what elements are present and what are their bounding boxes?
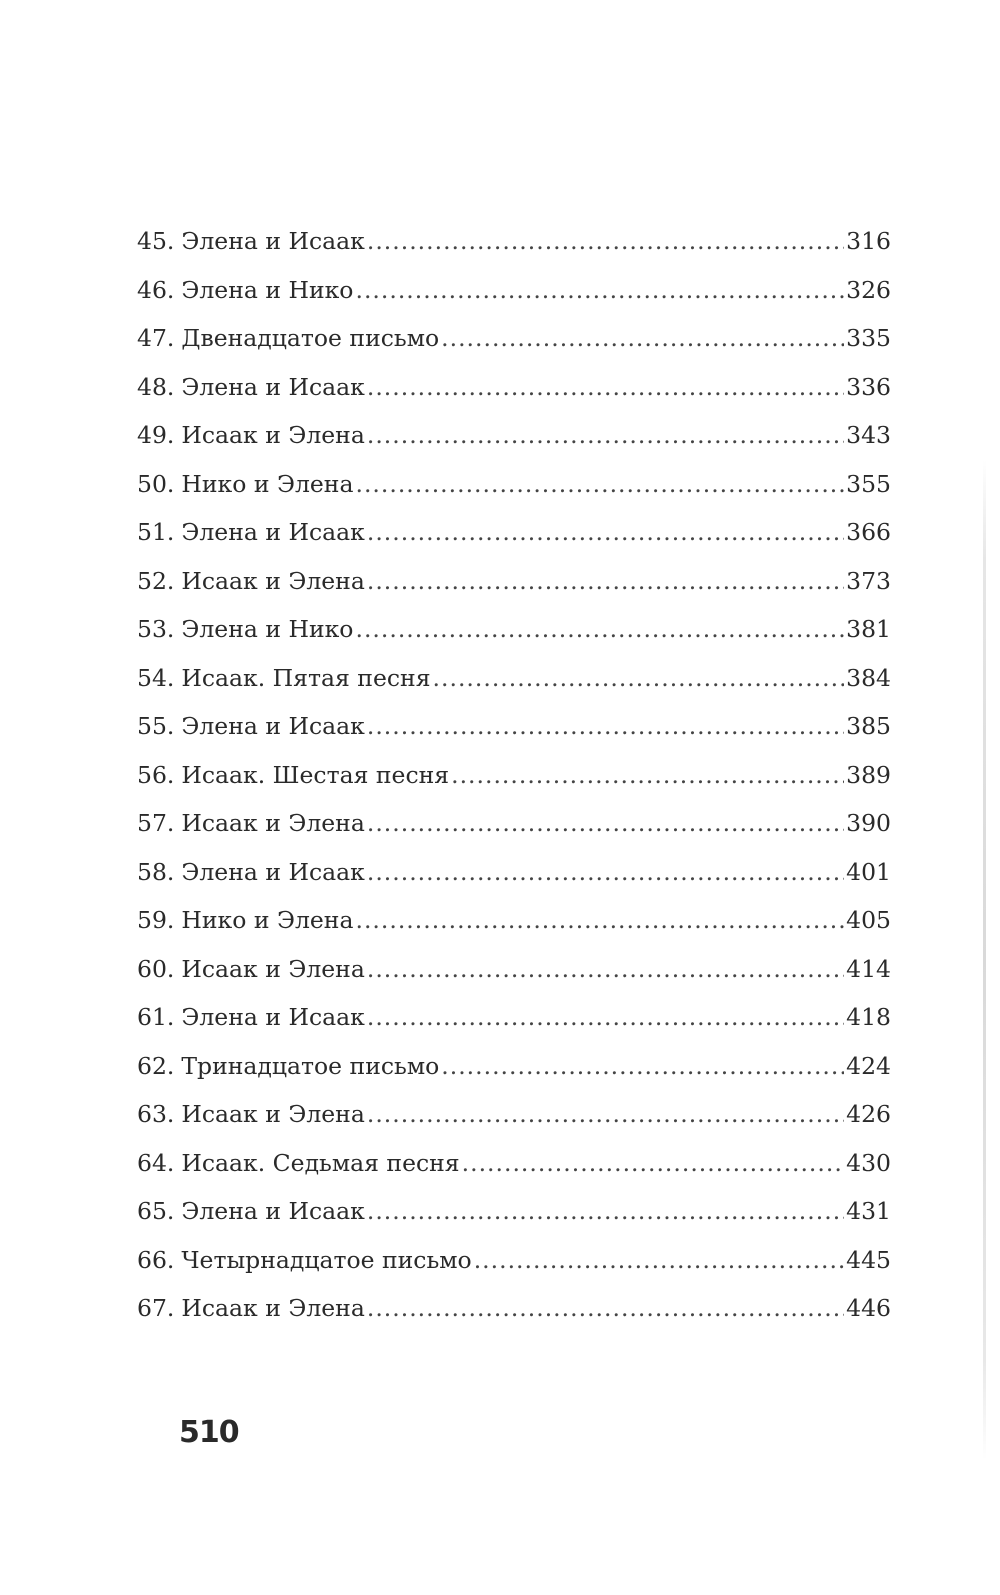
dot-leader bbox=[355, 605, 844, 654]
chapter-number: 65. bbox=[137, 1197, 175, 1225]
chapter-page-number: 343 bbox=[846, 421, 891, 449]
chapter-title: Элена и Исаак bbox=[181, 857, 365, 886]
chapter-title: Элена и Исаак bbox=[181, 372, 365, 401]
chapter-title: Исаак. Шестая песня bbox=[181, 760, 450, 789]
dot-leader bbox=[367, 557, 844, 606]
toc-entry bbox=[137, 702, 891, 751]
toc-entry bbox=[137, 1236, 891, 1285]
chapter-number: 45. bbox=[137, 227, 175, 255]
toc-entry bbox=[137, 411, 891, 460]
chapter-page-number: 355 bbox=[846, 469, 891, 498]
chapter-page-number: 418 bbox=[846, 1003, 891, 1031]
chapter-page-number: 414 bbox=[846, 954, 891, 983]
chapter-title: Двенадцатое письмо bbox=[181, 324, 440, 352]
dot-leader bbox=[355, 460, 844, 509]
toc-entry bbox=[137, 1187, 891, 1236]
chapter-number: 56. bbox=[137, 760, 175, 789]
chapter-number: 51. bbox=[137, 518, 175, 546]
chapter-title: Тринадцатое письмо bbox=[181, 1051, 440, 1080]
chapter-number: 66. bbox=[137, 1245, 175, 1274]
chapter-title: Четырнадцатое письмо bbox=[181, 1245, 472, 1274]
chapter-page-number: 390 bbox=[846, 809, 891, 837]
dot-leader bbox=[367, 1284, 844, 1333]
chapter-number: 58. bbox=[137, 857, 175, 886]
toc-entry bbox=[137, 751, 891, 800]
chapter-page-number: 385 bbox=[846, 712, 891, 740]
chapter-number: 54. bbox=[137, 663, 175, 692]
chapter-page-number: 326 bbox=[846, 275, 891, 304]
table-of-contents bbox=[137, 217, 891, 1333]
chapter-page-number: 389 bbox=[846, 760, 891, 789]
chapter-page-number: 445 bbox=[846, 1245, 891, 1274]
toc-entry bbox=[137, 848, 891, 897]
toc-entry bbox=[137, 654, 891, 703]
toc-entry bbox=[137, 314, 891, 363]
toc-entry bbox=[137, 557, 891, 606]
toc-entry bbox=[137, 799, 891, 848]
dot-leader bbox=[367, 363, 844, 412]
dot-leader bbox=[367, 1187, 844, 1236]
chapter-number: 48. bbox=[137, 372, 175, 401]
chapter-title: Элена и Исаак bbox=[181, 1197, 365, 1225]
dot-leader bbox=[462, 1139, 845, 1188]
chapter-title: Исаак и Элена bbox=[181, 1294, 365, 1322]
chapter-page-number: 431 bbox=[846, 1197, 891, 1225]
chapter-page-number: 424 bbox=[846, 1051, 891, 1080]
chapter-page-number: 426 bbox=[846, 1100, 891, 1128]
chapter-number: 64. bbox=[137, 1148, 175, 1177]
toc-entry bbox=[137, 993, 891, 1042]
chapter-number: 52. bbox=[137, 566, 175, 595]
toc-entry bbox=[137, 896, 891, 945]
dot-leader bbox=[367, 848, 844, 897]
dot-leader bbox=[367, 993, 844, 1042]
chapter-title: Элена и Нико bbox=[181, 275, 354, 304]
toc-entry bbox=[137, 266, 891, 315]
chapter-number: 59. bbox=[137, 906, 175, 934]
dot-leader bbox=[451, 751, 844, 800]
chapter-page-number: 446 bbox=[846, 1294, 891, 1322]
chapter-number: 49. bbox=[137, 421, 175, 449]
chapter-number: 63. bbox=[137, 1100, 175, 1128]
chapter-page-number: 430 bbox=[846, 1148, 891, 1177]
toc-entry bbox=[137, 1139, 891, 1188]
dot-leader bbox=[367, 508, 844, 557]
chapter-page-number: 384 bbox=[846, 663, 891, 692]
chapter-number: 55. bbox=[137, 712, 175, 740]
toc-entry bbox=[137, 363, 891, 412]
toc-entry bbox=[137, 1090, 891, 1139]
dot-leader bbox=[441, 314, 844, 363]
dot-leader bbox=[355, 266, 844, 315]
toc-entry bbox=[137, 508, 891, 557]
chapter-page-number: 336 bbox=[846, 372, 891, 401]
toc-entry bbox=[137, 217, 891, 266]
chapter-title: Элена и Исаак bbox=[181, 518, 365, 546]
toc-entry bbox=[137, 460, 891, 509]
dot-leader bbox=[355, 896, 844, 945]
dot-leader bbox=[367, 217, 844, 266]
dot-leader bbox=[367, 411, 844, 460]
chapter-number: 53. bbox=[137, 615, 175, 643]
chapter-number: 50. bbox=[137, 469, 175, 498]
toc-entry bbox=[137, 1042, 891, 1091]
chapter-title: Элена и Исаак bbox=[181, 227, 365, 255]
chapter-title: Исаак и Элена bbox=[181, 1100, 365, 1128]
dot-leader bbox=[367, 945, 844, 994]
chapter-title: Исаак и Элена bbox=[181, 954, 365, 983]
chapter-title: Элена и Исаак bbox=[181, 1003, 365, 1031]
chapter-title: Нико и Элена bbox=[181, 906, 354, 934]
toc-entry bbox=[137, 605, 891, 654]
chapter-title: Исаак. Пятая песня bbox=[181, 663, 431, 692]
chapter-title: Элена и Исаак bbox=[181, 712, 365, 740]
dot-leader bbox=[367, 1090, 844, 1139]
chapter-number: 61. bbox=[137, 1003, 175, 1031]
chapter-page-number: 366 bbox=[846, 518, 891, 546]
chapter-title: Исаак и Элена bbox=[181, 566, 365, 595]
page-edge-shadow bbox=[983, 460, 986, 1460]
chapter-number: 47. bbox=[137, 324, 175, 352]
chapter-page-number: 401 bbox=[846, 857, 891, 886]
chapter-page-number: 335 bbox=[846, 324, 891, 352]
chapter-title: Исаак. Седьмая песня bbox=[181, 1148, 460, 1177]
chapter-title: Исаак и Элена bbox=[181, 421, 365, 449]
chapter-page-number: 316 bbox=[846, 227, 891, 255]
dot-leader bbox=[474, 1236, 844, 1285]
dot-leader bbox=[441, 1042, 844, 1091]
chapter-number: 67. bbox=[137, 1294, 175, 1322]
chapter-number: 46. bbox=[137, 275, 175, 304]
chapter-number: 60. bbox=[137, 954, 175, 983]
dot-leader bbox=[367, 702, 844, 751]
toc-entry bbox=[137, 1284, 891, 1333]
chapter-number: 57. bbox=[137, 809, 175, 837]
page-number: 510 bbox=[179, 1415, 239, 1450]
chapter-title: Исаак и Элена bbox=[181, 809, 365, 837]
chapter-page-number: 405 bbox=[846, 906, 891, 934]
toc-entry bbox=[137, 945, 891, 994]
chapter-title: Нико и Элена bbox=[181, 469, 354, 498]
chapter-page-number: 373 bbox=[846, 566, 891, 595]
dot-leader bbox=[433, 654, 845, 703]
chapter-title: Элена и Нико bbox=[181, 615, 354, 643]
dot-leader bbox=[367, 799, 844, 848]
chapter-number: 62. bbox=[137, 1051, 175, 1080]
chapter-page-number: 381 bbox=[846, 615, 891, 643]
